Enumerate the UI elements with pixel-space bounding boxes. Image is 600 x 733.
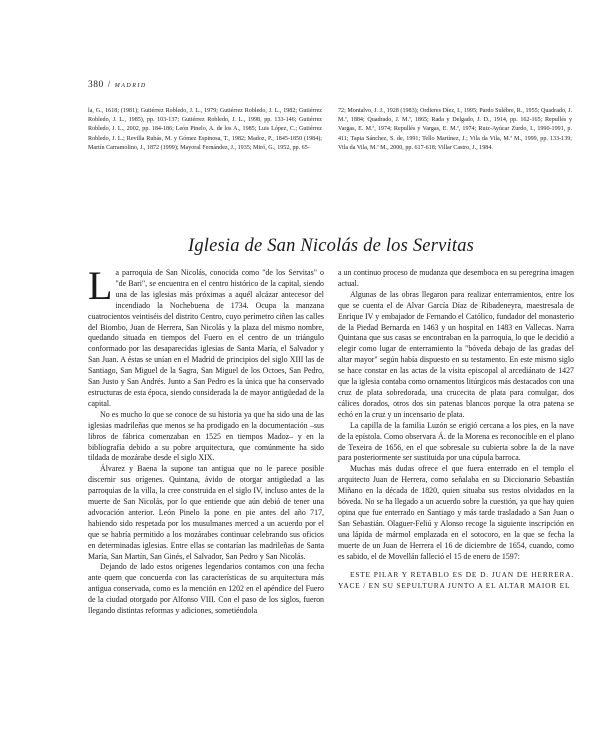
paragraph: La capilla de la familia Luzón se erigió cercana a los pies, en la nave de la epístola. Como observara Á. de la Morena es reconocible en el plano de Texeira de 1656, en el que sobresale su cubierta sobre la de la nave para posteriormente ser sustituida por una cúpula barroca. <box>338 420 574 463</box>
page-number: 380 <box>88 80 104 90</box>
section-title: Iglesia de San Nicolás de los Servitas <box>187 236 475 256</box>
drop-cap: L <box>88 263 113 308</box>
inscription-text: ESTE PILAR Y RETABLO ES DE D. JUAN DE HERRERA. YACE / EN SU SEPULTURA JUNTO A EL ALTAR MAIOR EL <box>338 570 574 591</box>
paragraph <box>88 263 324 410</box>
paragraph: Álvarez y Baena la supone tan antigua que no le parece posible discernir sus orígenes. Quintana, ávido de otorgar antigüedad a las parroquias de la villa, la cree construida en el siglo IV, incluso antes de la muerte de San Nicolás, por lo que entiende que aún debió de tener una advocación anterior. León Pinelo la pone en pie antes del año 717, habiendo sido respetada por los musulmanes merced a un acuerdo por el que se habría permitido a los mozárabes continuar celebrando sus oficios en determinadas iglesias. Entre ellas se contarían las madrileñas de Santa María, San Martín, San Ginés, el Salvador, San Pedro y San Nicolás. <box>88 464 324 561</box>
paragraph: a un continuo proceso de mudanza que desemboca en su peregrina imagen actual. <box>338 268 574 288</box>
paragraph: Algunas de las obras llegaron para realizar enterramientos, entre los que se cuenta el de Alvar García Díaz de Ribadeneyra, maestresala de Enrique IV y embajador de Fernando el Católico, fundador del monasterio de la Piedad Bernarda en 1463 y un hospital en 1483 en Vallecas. Narra Quintana que sus casas se encontraban en la parroquia, lo que le decidió a elegir como lugar de enterramiento la "bóveda debajo de las gradas del altar mayor" según había dispuesto en su testamento. En este mismo siglo se hace constar en las actas de la visita episcopal al arcediánato de 1427 que la iglesia contaba como ornamentos litúrgicos más destacados con una cruz de plata sobredorada, una crucecita de plata para comulgar, dos cálices dorados, otros dos sin patenas blancos porque la otra patena se echó en la cruz y un incensario de plata. <box>338 289 574 419</box>
paragraph-text: a parroquia de San Nicolás, conocida como "de los Servitas" o "de Bari", se encuentra en el centro histórico de la capital, siendo una de las iglesias más próximas a aquél alcázar antecesor del incendiado la Nochebuena de 1734. Ocupa la manzana cuatrocientos veintiséis del distrito Centro, cuyo perímetro ciñen las calles del Biombo, Juan de Herrera, San Nicolás y la plaza del mismo nombre, quedando situada en tiempos del Fuero en el centro de un triángulo conformado por las desaparecidas iglesias de Santa María, el Salvador y San Juan. A éstas se unían en el Madrid de principios del siglo XIII las de Santiago, San Miguel de la Sagra, San Miguel de los Octoes, San Pedro, San Justo y San Andrés. Junto a San Pedro es la única que ha conservado estructuras de esta época, siendo considerada la de mayor antigüedad de la capital. <box>88 268 324 408</box>
running-title: madrid <box>114 79 147 89</box>
paragraph: Dejando de lado estos orígenes legendarios contamos con una fecha ante quem que concuerda con las características de su arquitectura más antigua conservada, como es la mención en 1202 en el apéndice del Fuero de la ciudad otorgado por Alfonso VIII. Con el paso de los siglos, fueron llegando distintas reformas y adiciones, sometiéndola <box>88 562 324 616</box>
body-column-right <box>338 268 574 592</box>
running-header <box>88 79 147 90</box>
paragraph: No es mucho lo que se conoce de su historia ya que ha sido una de las iglesias madrileñas que menos se ha prodigado en la documentación –sus libros de fábrica comenzaban en 1525 en tiempos Madoz– y en la bibliografía debido a su pobre arquitectura, que comúnmente ha sido tildada de mozárabe desde el siglo XIX. <box>88 409 324 463</box>
body-column-left <box>88 263 324 617</box>
references-left: la, G., 1618; (1981); Gutiérrez Robledo, J. L., 1979; Gutiérrez Robledo, J. L., 1982; Gutiérrez Robledo, J. L., 1985), pp. 103-137; Gutiérrez Robledo, J. L., 1998, pp. 133-146; Gutiérrez Robledo, J. L., 2002, pp. 184-186; León Pinelo, A. de los A., 1985; Luis López, C.; Gutiérrez Robledo, J. L.; Revilla Rubás, M. y Gómez Espinosa, T., 1982; Madoz, P., 1845-1850 (1984); Martín Carramolino, J., 1872 (1999); Mayoral Fernández, J., 1935; Miró, G., 1952, pp. 65- <box>88 108 322 151</box>
paragraph: Muchas más dudas ofrece el que fuera enterrado en el templo el arquitecto Juan de Herrera, como señalaba en su Diccionario Sebastián Miñano en la década de 1820, quien situaba sus restos olvidados en la bóveda. No se ha llegado a un acuerdo sobre la cuestión, ya que hay quien opina que fue enterrado en Santiago y más tarde trasladado a San Juan o San Sebastián. Olaguer-Feliú y Alonso recoge la siguiente inscripción en una lápida de mármol emplazada en el sotocoro, en la que se fecha la muerte de un Juan de Herrera el 16 de diciembre de 1654, cuando, como es sabido, el de Movellán falleció el 15 de enero de 1597: <box>338 464 574 561</box>
references-right: 72; Montalvo, J. J., 1928 (1983); Ordieres Díez, I., 1995; Pardo Sulébre, R., 1955; Quadrado, J. M.ª, 1884; Quadrado, J. M.ª, 1865; Rada y Delgado, J. D., 1914, pp. 162-165; Repullés y Vargas, E. M.ª, 1974; Repullés y Vargas, E. M.ª, 1974; Ruiz-Ayúcar Zurdo, I., 1990-1991, p. 411; Tapia Sánchez, S. de, 1991; Tello Martínez, J.; Vila da Vila, M.ª M., 1999, pp. 133-139; Vila da Vila, M.ª M., 2000, pp. 617-618; Villar Castro, J., 1984. <box>338 108 572 151</box>
header-separator: / <box>107 79 111 89</box>
